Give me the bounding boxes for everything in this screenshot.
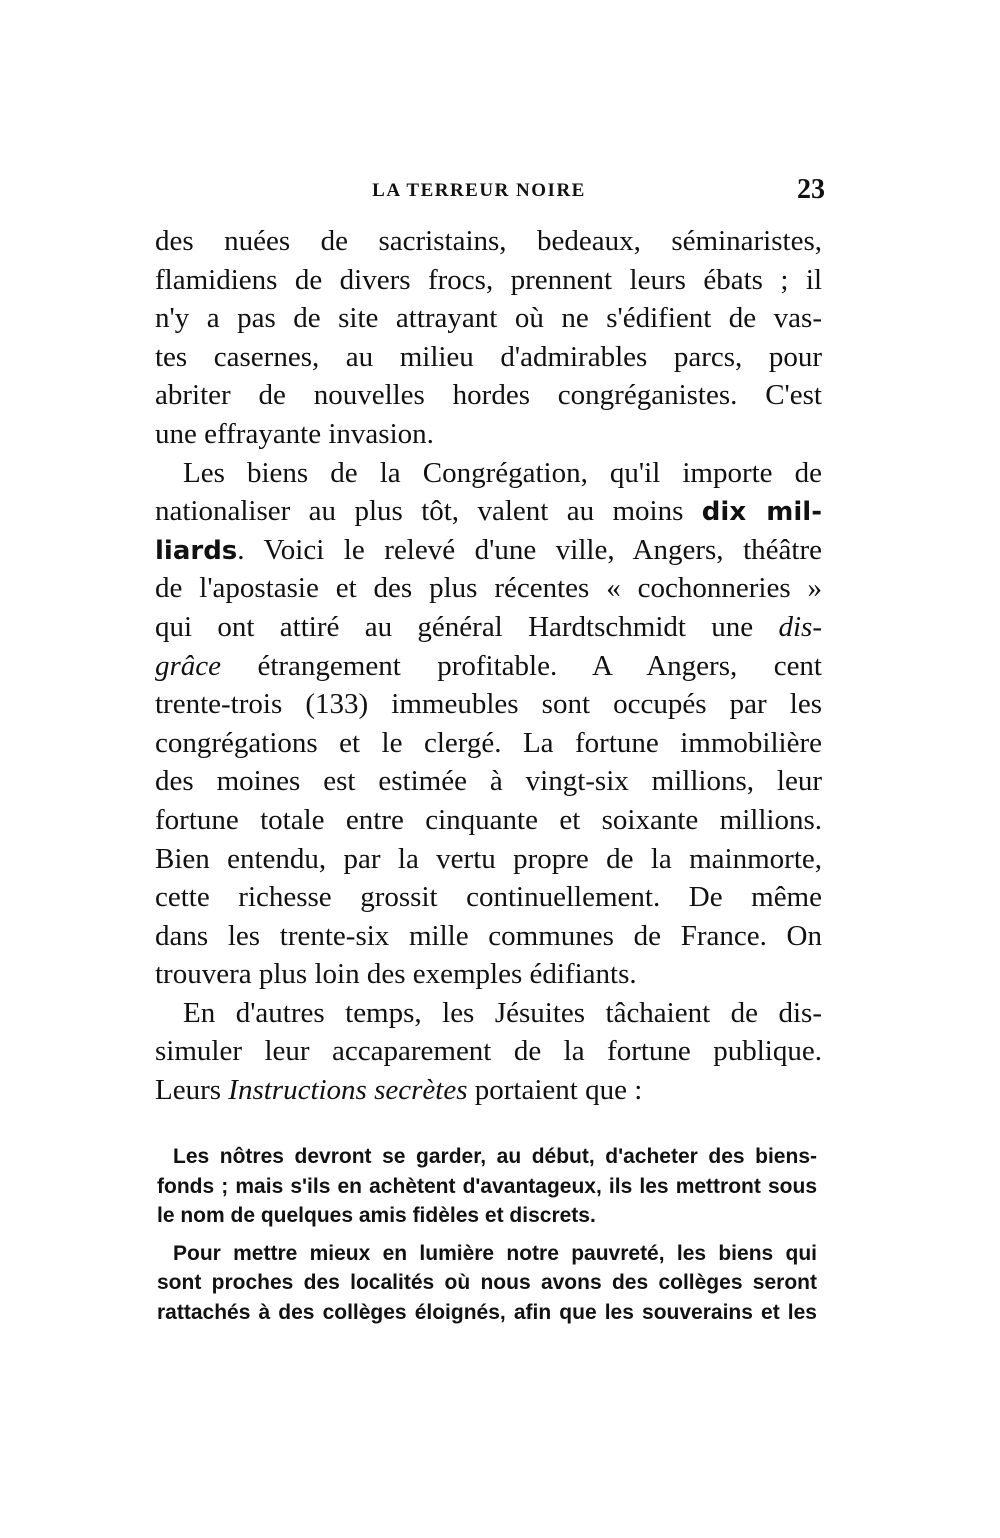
italic-phrase: Instructions secrètes <box>228 1074 468 1107</box>
running-header <box>155 172 825 212</box>
italic-phrase: dis- <box>778 610 822 643</box>
text-line: tes casernes, au milieu d'admirables parcs, pour <box>155 340 822 373</box>
text-line: n'y a pas de site attrayant où ne s'édifient de vas- <box>155 302 822 335</box>
text-line: des moines est estimée à vingt-six millions, leur <box>155 765 822 798</box>
text-line: cette richesse grossit continuellement. De même <box>155 881 822 914</box>
quote-line: rattachés à des collèges éloignés, afin que les souverains et les <box>157 1300 817 1324</box>
text-line <box>155 492 822 531</box>
text-run: étrangement profitable. A Angers, cent <box>221 649 822 682</box>
text-line: Bien entendu, par la vertu propre de la mainmorte, <box>155 842 822 875</box>
text-run: portaient que : <box>467 1074 643 1107</box>
text-line: simuler leur accaparement de la fortune publique. <box>155 1035 822 1068</box>
page-number: 23 <box>797 174 825 205</box>
text-line: dans les trente-six mille communes de France. On <box>155 919 822 952</box>
text-line <box>155 1071 822 1110</box>
text-run: . Voici le relevé d'une ville, Angers, théâtre <box>237 533 822 566</box>
text-line: En d'autres temps, les Jésuites tâchaient de dis- <box>183 996 822 1029</box>
text-line: flamidiens de divers frocs, prennent leurs ébats ; il <box>155 263 822 296</box>
text-line: abriter de nouvelles hordes congréganistes. C'est <box>155 379 822 412</box>
quote-line: Les nôtres devront se garder, au début, d'acheter des biens- <box>173 1145 817 1168</box>
text-line: des nuées de sacristains, bedeaux, séminaristes, <box>155 225 822 257</box>
text-line: fortune totale entre cinquante et soixante millions. <box>155 803 822 836</box>
text-line: de l'apostasie et des plus récentes « cochonneries » <box>155 572 822 605</box>
text-run: Leurs <box>155 1074 229 1107</box>
text-line <box>155 647 822 686</box>
bold-phrase: dix mil- <box>701 497 822 528</box>
quote-line: le nom de quelques amis fidèles et discrets. <box>157 1204 596 1228</box>
bold-phrase: liards <box>155 535 238 566</box>
text-line <box>155 608 822 647</box>
text-run: qui ont attiré au général Hardtschmidt une <box>155 610 779 643</box>
text-run: nationaliser au plus tôt, valent au moins <box>155 495 702 528</box>
block-quote <box>157 1142 817 1328</box>
quote-gap <box>157 1231 817 1239</box>
text-line: Les biens de la Congrégation, qu'il importe de <box>183 456 822 489</box>
italic-phrase: grâce <box>155 649 222 682</box>
body-text <box>155 222 822 1110</box>
text-line <box>155 531 822 570</box>
quote-line: sont proches des localités où nous avons des collèges seront <box>157 1271 817 1295</box>
running-title: LA TERREUR NOIRE <box>372 180 586 201</box>
text-line: congrégations et le clergé. La fortune immobilière <box>155 726 822 759</box>
quote-line: Pour mettre mieux en lumière notre pauvreté, les biens qui <box>173 1241 817 1265</box>
text-line: trente-trois (133) immeubles sont occupés par les <box>155 688 822 721</box>
text-line: une effrayante invasion. <box>155 417 434 450</box>
text-line: trouvera plus loin des exemples édifiants. <box>155 958 637 991</box>
quote-line: fonds ; mais s'ils en achètent d'avantageux, ils les mettront sous <box>157 1174 817 1198</box>
